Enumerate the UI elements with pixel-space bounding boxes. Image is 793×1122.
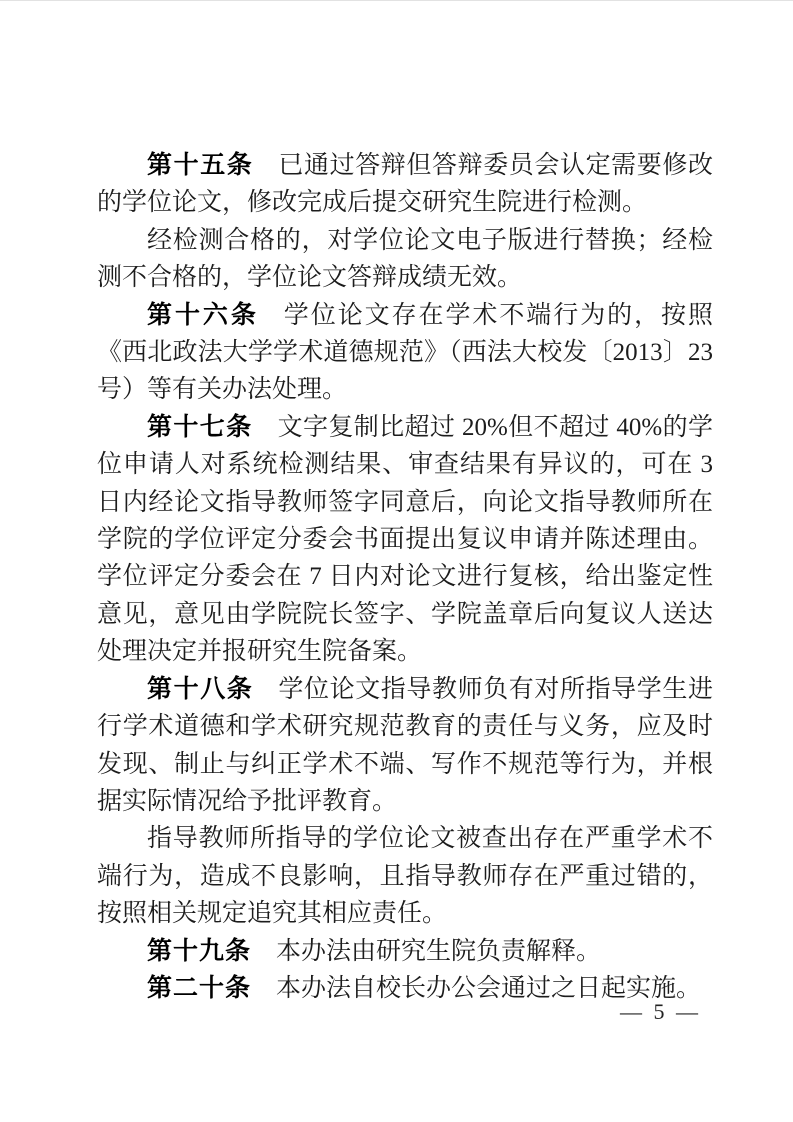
supervisor-liability-text: 指导教师所指导的学位论文被查出存在严重学术不端行为，造成不良影响，且指导教师存在严重过错的，按照相关规定追究其相应责任。 (97, 825, 713, 928)
paragraph-article-18 (97, 671, 713, 821)
page-number: — 5 — (620, 999, 701, 1024)
article-15-number: 第十五条 (147, 151, 254, 179)
paragraph-article-15 (97, 147, 713, 222)
detection-result-text: 经检测合格的，对学位论文电子版进行替换；经检测不合格的，学位论文答辩成绩无效。 (97, 226, 713, 292)
paragraph-article-19 (97, 933, 713, 970)
article-17-number: 第十七条 (147, 412, 253, 441)
article-17-text: 文字复制比超过 20%但不超过 40%的学位申请人对系统检测结果、审查结果有异议的，可在 3 日内经论文指导教师签字同意后，向论文指导教师所在学院的学位评定分委会书面提出复议申请并陈述理由。学位评定分委会在 7 日内对论文进行复核，给出鉴定性意见，意见由学院院长签字、学院盖章后向复议人送达处理决定并报研究生院备案。 (97, 413, 713, 666)
article-19-text: 本办法由研究生院负责解释。 (276, 937, 602, 965)
article-19-number: 第十九条 (147, 936, 252, 965)
article-18-text: 学位论文指导教师负有对所指导学生进行学术道德和学术研究规范教育的责任与义务，应及时发现、制止与纠正学术不端、写作不规范等行为，并根据实际情况给予批评教育。 (97, 675, 713, 815)
article-20-text: 本办法自校长办公会通过之日起实施。 (276, 974, 702, 1002)
document-body (97, 147, 713, 1007)
paragraph-article-17 (97, 409, 713, 671)
article-20-number: 第二十条 (147, 973, 252, 1002)
article-15-text: 已通过答辩但答辩委员会认定需要修改的学位论文，修改完成后提交研究生院进行检测。 (97, 152, 713, 217)
paragraph-article-16 (97, 297, 713, 409)
article-18-number: 第十八条 (147, 674, 254, 703)
paragraph-supervisor-liability (97, 820, 713, 932)
paragraph-detection-result (97, 222, 713, 297)
article-16-text: 学位论文存在学术不端行为的，按照《西北政法大学学术道德规范》（西法大校发〔2013〕23 号）等有关办法处理。 (97, 301, 713, 404)
article-16-number: 第十六条 (147, 300, 259, 329)
